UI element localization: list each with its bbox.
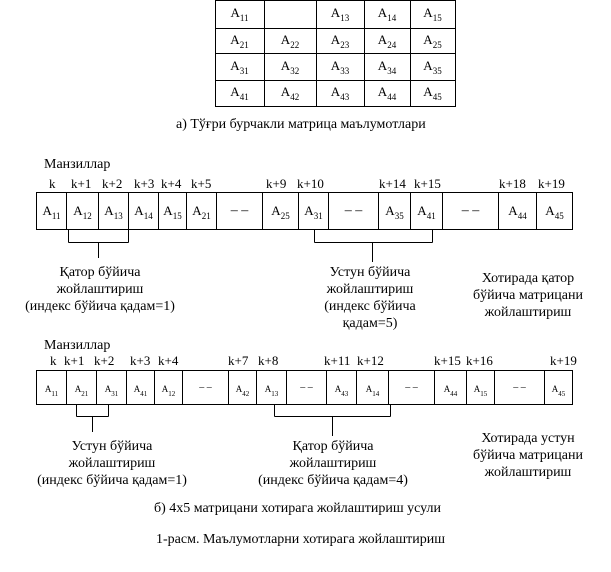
row-major-cell: $A_{13}$ xyxy=(104,203,123,222)
note-line: қадам=5) xyxy=(342,316,398,331)
col-major-cell: $A_{31}$ xyxy=(104,384,119,399)
matrix-cell-21: $A_{21}$ xyxy=(230,31,249,50)
matrix-cell-14: $A_{14}$ xyxy=(377,5,397,24)
col-major-cell: $A_{21}$ xyxy=(74,384,89,399)
row-major-address: k+3 xyxy=(134,176,155,191)
col-major-cell: $A_{41}$ xyxy=(133,384,148,399)
matrix-cell-31: $A_{31}$ xyxy=(230,57,249,76)
row-major-cell: $A_{41}$ xyxy=(417,203,436,222)
col-major-cell: – – xyxy=(199,382,212,393)
col-major-cell: $A_{15}$ xyxy=(473,384,488,399)
note-line: жойлаштириш xyxy=(326,282,414,297)
row-major-cell: $A_{31}$ xyxy=(304,203,323,222)
row-major-cell: $A_{21}$ xyxy=(192,203,211,222)
col-major-note-right xyxy=(458,430,598,481)
note-line: Хотирада устун xyxy=(481,431,575,446)
col-major-note-left xyxy=(22,438,202,489)
col-major-address: k xyxy=(50,353,57,368)
figure-caption: 1-расм. Маълумотларни хотирага жойлаштириш xyxy=(156,532,446,547)
row-major-cell: – – xyxy=(230,203,249,218)
matrix-cell-44: $A_{44}$ xyxy=(377,84,397,103)
row-major-address-label: Манзиллар xyxy=(44,157,111,172)
matrix-cell-33: $A_{33}$ xyxy=(330,57,350,76)
row-major-cell: $A_{14}$ xyxy=(134,203,153,222)
col-major-address: k+11 xyxy=(324,353,351,368)
matrix-cell-42: $A_{42}$ xyxy=(280,84,300,103)
note-line: (индекс бўйича қадам=1) xyxy=(37,473,187,488)
matrix-caption: а) Тўғри бурчакли матрица маълумотлари xyxy=(176,117,426,132)
col-major-cell: $A_{45}$ xyxy=(551,384,566,399)
row-major-note-left xyxy=(10,264,190,315)
matrix-cell-45: $A_{45}$ xyxy=(423,84,442,103)
note-line: (индекс бўйича қадам=4) xyxy=(258,473,408,488)
row-major-note-mid xyxy=(300,264,440,332)
row-major-address: k+5 xyxy=(191,176,212,191)
matrix-cell-43: $A_{43}$ xyxy=(330,84,350,103)
col-major-address: k+12 xyxy=(357,353,384,368)
matrix-cell-24: $A_{24}$ xyxy=(377,31,397,50)
note-line: бўйича матрицани xyxy=(473,448,583,463)
row-major-cell: $A_{11}$ xyxy=(42,203,61,222)
row-major-cell: $A_{15}$ xyxy=(163,203,182,222)
col-major-address: k+15 xyxy=(434,353,461,368)
col-major-address: k+1 xyxy=(64,353,85,368)
row-major-address: k+10 xyxy=(297,176,324,191)
row-major-address: k+9 xyxy=(266,176,287,191)
matrix-cell-15: $A_{15}$ xyxy=(423,5,442,24)
row-major-cell: $A_{35}$ xyxy=(385,203,404,222)
col-major-cell: $A_{14}$ xyxy=(365,384,380,399)
col-major-address: k+8 xyxy=(258,353,279,368)
matrix-cell-13: $A_{13}$ xyxy=(330,5,350,24)
row-major-address: k+1 xyxy=(71,176,92,191)
matrix-cell-25: $A_{25}$ xyxy=(423,31,442,50)
note-line: жойлаштириш xyxy=(484,305,572,320)
row-major-cell: $A_{44}$ xyxy=(508,203,527,222)
col-major-cell: – – xyxy=(300,382,313,393)
col-major-cell: – – xyxy=(513,382,526,393)
row-major-cell: – – xyxy=(461,203,480,218)
col-major-cell: $A_{12}$ xyxy=(161,384,176,399)
matrix-cell-23: $A_{23}$ xyxy=(330,31,350,50)
col-major-note-mid xyxy=(238,438,428,489)
note-line: жойлаштириш xyxy=(68,456,156,471)
note-line: жойлаштириш xyxy=(484,465,572,480)
matrix-cell-32: $A_{32}$ xyxy=(280,57,300,76)
note-line: жойлаштириш xyxy=(56,282,144,297)
row-major-cell: $A_{25}$ xyxy=(271,203,290,222)
col-major-cell: – – xyxy=(405,382,418,393)
matrix-cell-35: $A_{35}$ xyxy=(423,57,442,76)
col-major-address: k+16 xyxy=(466,353,493,368)
matrix-cell-41: $A_{41}$ xyxy=(230,84,249,103)
col-major-cell: $A_{13}$ xyxy=(264,384,279,399)
note-line: Устун бўйича xyxy=(329,265,411,280)
note-line: Қатор бўйича xyxy=(59,265,141,280)
note-line: Устун бўйича xyxy=(71,439,153,454)
row-major-cell: $A_{45}$ xyxy=(545,203,564,222)
col-major-address: k+4 xyxy=(158,353,179,368)
note-line: (индекс бўйича xyxy=(324,299,416,314)
row-major-cell: – – xyxy=(344,203,363,218)
matrix-cell-11: $A_{11}$ xyxy=(230,5,249,24)
note-line: Қатор бўйича xyxy=(292,439,374,454)
col-major-cell: $A_{43}$ xyxy=(334,384,349,399)
col-major-address: k+19 xyxy=(550,353,577,368)
col-major-address: k+2 xyxy=(94,353,115,368)
note-line: Хотирада қатор xyxy=(481,271,575,286)
row-major-note-right xyxy=(458,270,598,321)
note-line: (индекс бўйича қадам=1) xyxy=(25,299,175,314)
row-major-address: k+18 xyxy=(499,176,526,191)
col-major-address-label: Манзиллар xyxy=(44,338,111,353)
note-line: бўйича матрицани xyxy=(473,288,583,303)
col-major-cell: $A_{42}$ xyxy=(235,384,250,399)
row-major-address: k xyxy=(49,176,56,191)
matrix-cell-22: $A_{22}$ xyxy=(280,31,300,50)
row-major-cell: $A_{12}$ xyxy=(73,203,92,222)
col-major-cell: $A_{11}$ xyxy=(44,384,59,399)
row-major-address: k+19 xyxy=(538,176,565,191)
row-major-address: k+2 xyxy=(102,176,123,191)
row-major-address: k+14 xyxy=(379,176,406,191)
caption-b: б) 4х5 матрицани хотирага жойлаштириш усули xyxy=(154,501,442,516)
row-major-address: k+4 xyxy=(161,176,182,191)
col-major-address: k+7 xyxy=(228,353,249,368)
col-major-cell: $A_{44}$ xyxy=(443,384,458,399)
note-line: жойлаштириш xyxy=(289,456,377,471)
row-major-address: k+15 xyxy=(414,176,441,191)
col-major-address: k+3 xyxy=(130,353,151,368)
matrix-cell-34: $A_{34}$ xyxy=(377,57,397,76)
